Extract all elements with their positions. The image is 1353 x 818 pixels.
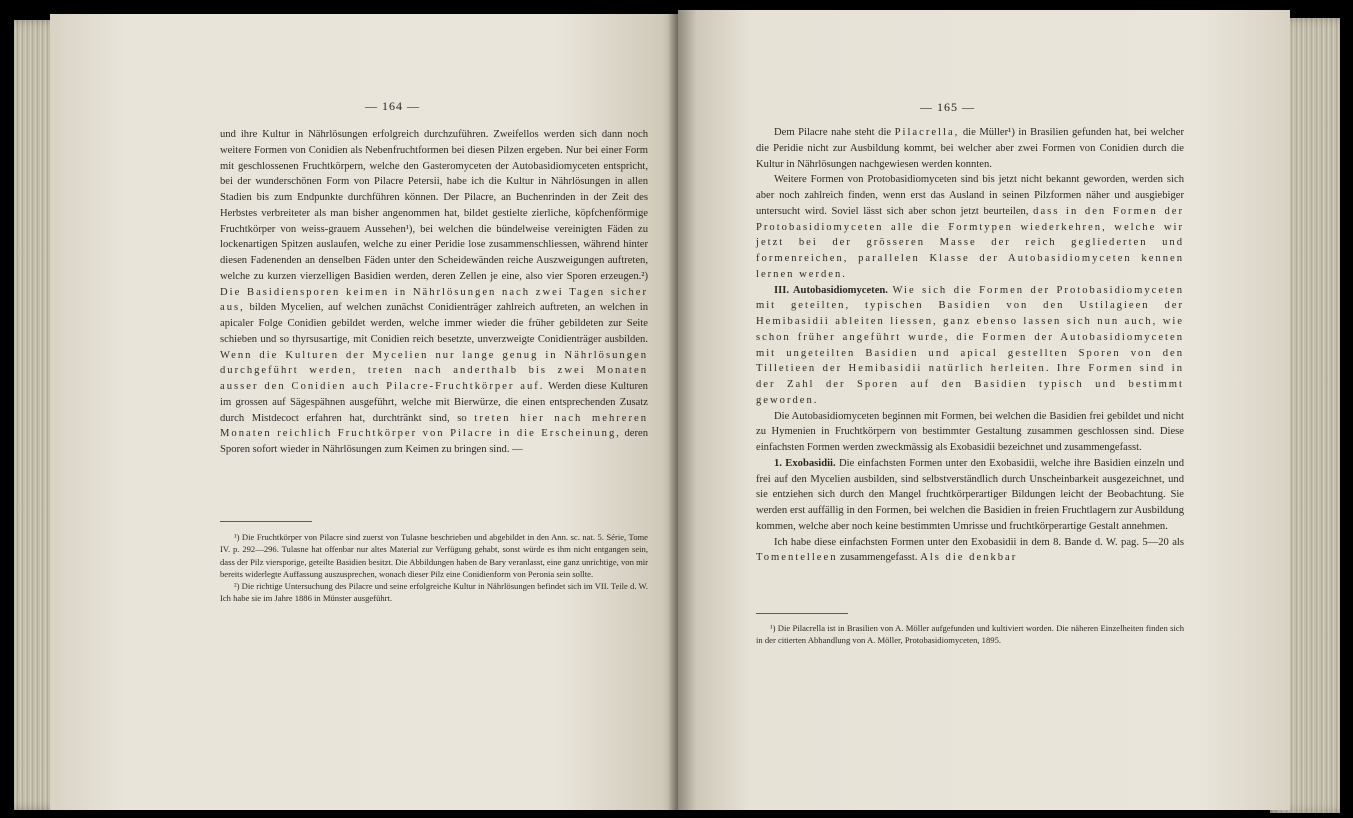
footnote-rule [756, 613, 848, 614]
spaced-phrase: Als die denkbar [920, 552, 1018, 564]
paragraph: Werden diese Kulturen im grossen auf Sägespähnen ausgeführt, welche mit Bierwürze, die einen entsprechenden Zusatz durch Mistdecoct erfahren hat, durchtränkt sind, so [220, 381, 648, 424]
spaced-phrase: Tomentelleen [756, 552, 838, 564]
right-page [678, 10, 1290, 810]
paragraph: zusammengefasst. [840, 552, 918, 564]
left-body-text [220, 127, 648, 458]
page-number: — 164 — [365, 99, 420, 113]
paragraph: und ihre Kultur in Nährlösungen erfolgreich durchzuführen. Zweifellos werden sich dann noch weitere Formen von Conidien als Nebenfruchtformen bei diesen Pilzen ergeben. Nur bei einer Form mit geschlossenen Fruchtkörpern, welche den Gasteromyceten der Autobasidiomyceten entspricht, bei der wunderschönen Form von Pilacre Petersii, habe ich die Kultur in Nährlösungen in allen Stadien bis zum Endpunkte durchführen können. Der Pilacre, an Buchenrinden in der Zeit des Herbstes verbreiteter als man bisher angenommen hat, bildet gestielte zierliche, köpfchenförmige Fruchtkörper von weiss-grauem Aussehen¹), bei welchen die bündelweise vereinigten Fäden zu lockenartigen Spitzen auslaufen, welche zu einer Peridie lose zusammenschliessen, während hinter diesen Fadenenden an denselben Fäden unter den Scheidewänden reiche Auszweigungen auftreten, welche zu kurzen vierzelligen Basidien werden, deren Zellen je eine, also vier Sporen erzeugen.²) [220, 129, 648, 282]
spaced-phrase: dass in den Formen der Protobasidiomyceten alle die Formtypen wiederkehren, welche wir jetzt bei der grösseren Masse der reich gegliederten und formenreichen, parallelen Klasse der Autobasidiomyceten kennen lernen werden. [756, 205, 1184, 280]
paragraph: deren Sporen sofort wieder in Nährlösungen zum Keimen zu bringen sind. — [220, 428, 648, 455]
paragraph: Die Autobasidiomyceten beginnen mit Formen, bei welchen die Basidien frei gebildet und nicht zu Hymenien in Fruchtkörpern von bestimmter Gestaltung zusammen geschlossen sind. Diese einfachsten Formen werden zweckmässig als Exobasidii bezeichnet und zusammengefasst. [756, 410, 1184, 453]
paragraph: Weitere Formen von Protobasidiomyceten sind bis jetzt nicht bekannt geworden, werden sich aber noch zahlreich finden, wenn erst das Ausland in seinen Pilzformen näher und ausgiebiger untersucht wird. Soviel lässt sich aber schon jetzt beurteilen, [756, 174, 1184, 217]
footnote: ¹) Die Pilacrella ist in Brasilien von A. Möller aufgefunden und kultiviert worden. Die näheren Einzelheiten finden sich in der citierten Abhandlung von A. Möller, Protobasidiomyceten, 1895. [756, 623, 1184, 646]
footnote: ¹) Die Fruchtkörper von Pilacre sind zuerst von Tulasne beschrieben und abgebildet in den Ann. sc. nat. 5. Série, Tome IV. p. 292—296. Tulasne hat offenbar nur altes Material zur Verfügung gehabt, sonst würde es ihm nicht entgangen sein, dass der Pilz viersporige, geteilte Basidien besitzt. Die Abbildungen haben de Bary veranlasst, eine ganz unrichtige, von mir bereits widerlegte Auffassung auszusprechen, wonach dieser Pilz eine Conidienform von Peronia sein sollte. [220, 532, 648, 579]
paragraph: Die einfachsten Formen unter den Exobasidii, welche ihre Basidien einzeln und frei auf den Mycelien ausbilden, sind selbstverständlich durch Unscheinbarkeit ausgezeichnet, und sie entziehen sich durch den Mangel fruchtkörperartiger Bildungen leicht der Beobachtung. Sie werden erst auffällig in den Formen, bei welchen die Basidien in freien Fruchtlagern zur Ausbildung kommen, welche aber noch keine bestimmten Umrisse und fruchtkörperartige Gestalt annehmen. [756, 457, 1185, 532]
spaced-phrase: Wie sich die Formen der Protobasidiomyceten mit geteilten, typischen Basidien von den Ustilagieen der Hemibasidii ableiten liessen, ganz ebenso lassen sich nun auch, wie schon früher angeführt wurde, die Formen der Autobasidiomyceten mit ungeteilten Basidien und apical gestellten Sporen von den Tilletieen der Hemibasidii natürlich herleiten. Ihre Formen sind in der Zahl der Sporen auf den Basidien typisch und bestimmt geworden. [756, 284, 1184, 406]
paragraph: Dem Pilacre nahe steht die [774, 127, 892, 138]
right-body-text [756, 125, 1184, 566]
spaced-phrase: Pilacrella, [894, 127, 960, 138]
spaced-phrase: Die Basidiensporen keimen in Nährlösungen nach zwei Tagen sicher aus, [220, 286, 648, 314]
paragraph: Ich habe diese einfachsten Formen unter den Exobasidii in dem 8. Bande d. W. pag. 5—20 als [774, 536, 1184, 548]
spaced-phrase: Wenn die Kulturen der Mycelien nur lange genug in Nährlösungen durchgeführt werden, treten nach anderthalb bis zwei Monaten ausser den Conidien auch Pilacre-Fruchtkörper auf. [220, 349, 648, 392]
paragraph: die Müller¹) in Brasilien gefunden hat, bei welcher die Peridie nicht zur Ausbildung kommt, bei welcher aber zwei Formen von Conidien durch die Kultur in Nährlösungen nachgewiesen werden konnten. [756, 127, 1185, 170]
footnote: ²) Die richtige Untersuchung des Pilacre und seine erfolgreiche Kultur in Nährlösungen befindet sich im VII. Teile d. W. Ich habe sie im Jahre 1886 in Münster ausgeführt. [220, 581, 648, 604]
right-footnotes [756, 622, 1184, 647]
left-page [50, 14, 682, 810]
paragraph: bilden Mycelien, auf welchen zunächst Conidienträger zahlreich auftreten, an welchen in apicaler Folge Conidien gebildet werden, welche immer wieder die früher gebildeten zur Seite schieben und so thyrsusartige, mit Conidien reich besetzte, unverzweigte Conidienträger ausbilden. [220, 302, 648, 345]
page-number: — 165 — [920, 100, 975, 114]
spaced-phrase: treten hier nach mehreren Monaten reichlich Fruchtkörper von Pilacre in die Erscheinung, [220, 412, 649, 440]
section-heading: 1. Exobasidii. [774, 457, 836, 469]
footnote-rule [220, 521, 312, 522]
section-heading: III. Autobasidiomyceten. [774, 284, 888, 296]
left-footnotes [220, 531, 648, 605]
